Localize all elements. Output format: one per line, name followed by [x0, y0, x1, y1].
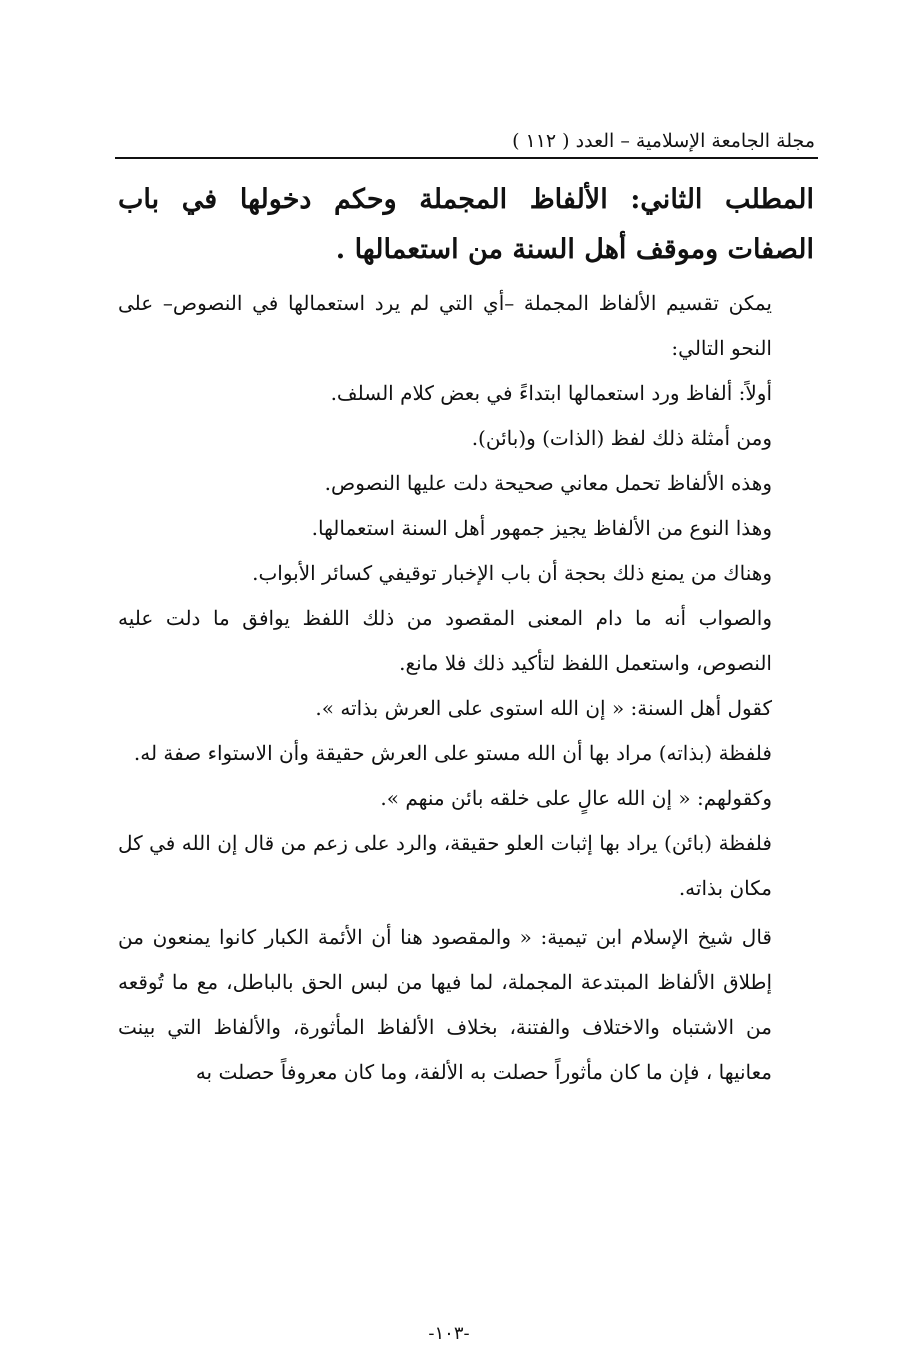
- paragraph-intro: يمكن تقسيم الألفاظ المجملة –أي التي لم يرد استعمالها في النصوص– على النحو التالي:: [118, 291, 772, 360]
- paragraph-meanings: وهذه الألفاظ تحمل معاني صحيحة دلت عليها النصوص.: [324, 471, 772, 495]
- running-header: مجلة الجامعة الإسلامية – العدد ( ١١٢ ): [512, 130, 815, 152]
- paragraph-opposing-view: وهناك من يمنع ذلك بحجة أن باب الإخبار توقيفي كسائر الأبواب.: [252, 561, 772, 585]
- paragraph-examples: ومن أمثلة ذلك لفظ (الذات) و(بائن).: [471, 426, 772, 450]
- page-number: -١٠٣-: [428, 1323, 470, 1344]
- paragraph-first-type: أولاً: ألفاظ ورد استعمالها ابتداءً في بعض كلام السلف.: [330, 381, 772, 405]
- paragraph-example-istiwa: كقول أهل السنة: « إن الله استوى على العرش بذاته ».: [315, 696, 772, 720]
- document-body: [118, 175, 814, 1095]
- paragraph-explain-bain: فلفظة (بائن) يراد بها إثبات العلو حقيقة، والرد على زعم من قال إن الله في كل مكان بذاته.: [118, 831, 772, 900]
- paragraph-ibn-taymiyyah-quote: قال شيخ الإسلام ابن تيمية: « والمقصود هنا أن الأئمة الكبار كانوا يمنعون من إطلاق الألفاظ المبتدعة المجملة، لما فيها من لبس الحق بالباطل، مع ما تُوقعه من الاشتباه والاختلاف والفتنة، بخلاف الألفاظ المأثورة، والألفاظ التي بينت معانيها ، فإن ما كان مأثوراً حصلت به الألفة، وما كان معروفاً حصلت به: [118, 925, 772, 1084]
- header-divider: [115, 157, 818, 159]
- paragraph-explain-bidhatihi: فلفظة (بذاته) مراد بها أن الله مستو على العرش حقيقة وأن الاستواء صفة له.: [133, 741, 772, 765]
- paragraph-correct-view: والصواب أنه ما دام المعنى المقصود من ذلك اللفظ يوافق ما دلت عليه النصوص، واستعمل اللفظ لتأكيد ذلك فلا مانع.: [118, 606, 772, 675]
- section-title: المطلب الثاني: الألفاظ المجملة وحكم دخولها في باب الصفات وموقف أهل السنة من استعمالها .: [118, 184, 814, 265]
- paragraph-example-bain: وكقولهم: « إن الله عالٍ على خلقه بائن منهم ».: [380, 786, 772, 810]
- paragraph-majority-view: وهذا النوع من الألفاظ يجيز جمهور أهل السنة استعمالها.: [311, 516, 772, 540]
